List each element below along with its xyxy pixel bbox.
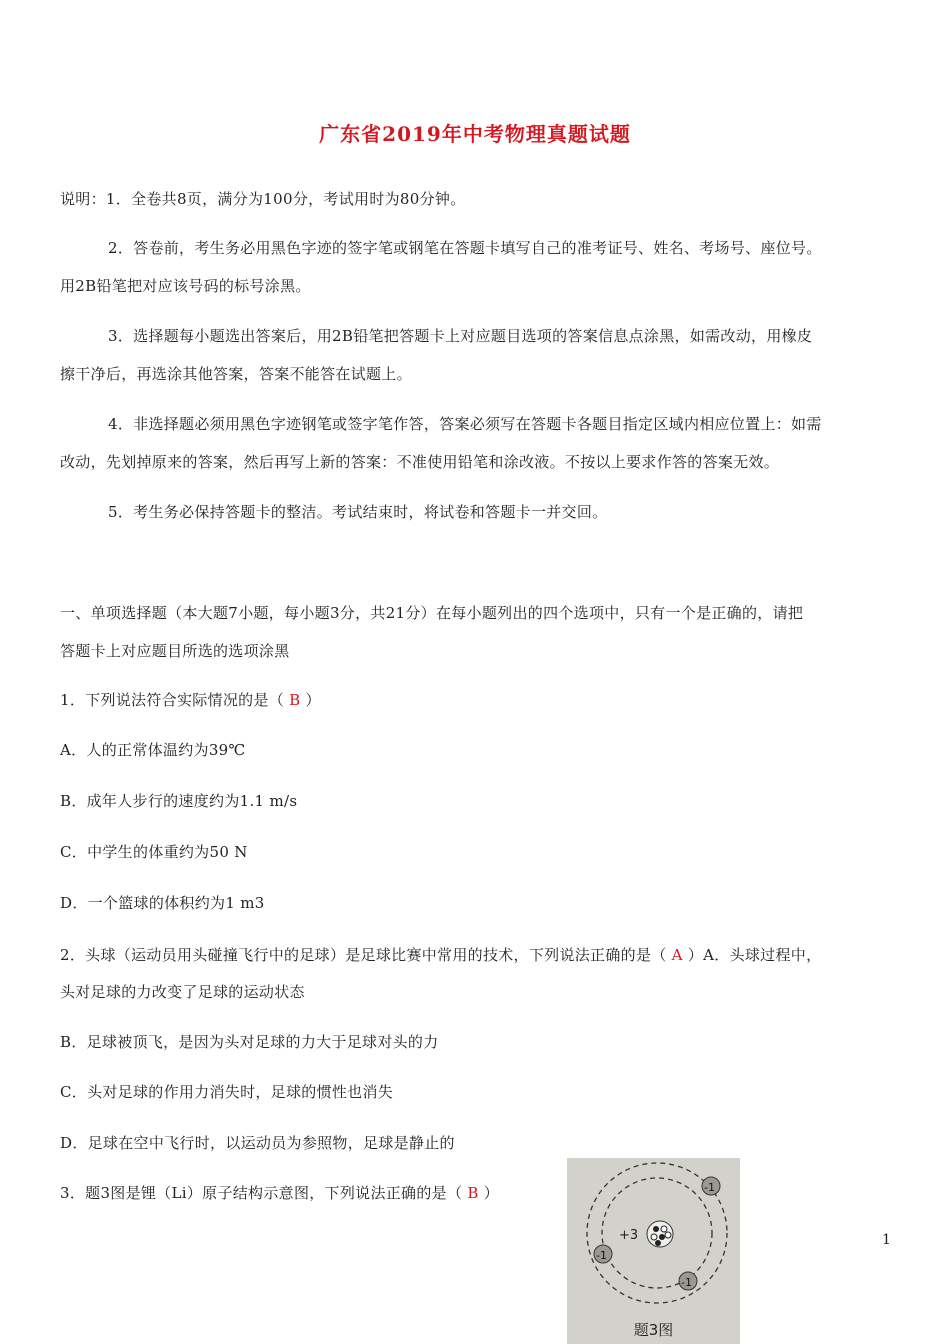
nucleon: [651, 1234, 657, 1240]
electron-3-label: -1: [681, 1276, 692, 1289]
q1-stem-pre: 1．下列说法符合实际情况的是（: [60, 691, 290, 709]
q2-option-b: B．足球被顶飞，是因为头对足球的力大于足球对头的力: [60, 1033, 439, 1051]
instruction-2b: 用2B铅笔把对应该号码的标号涂黑。: [60, 277, 311, 295]
section-heading-a: 一、单项选择题（本大题7小题，每小题3分，共21分）在每小题列出的四个选项中，只有一个是正确的，请把: [60, 604, 804, 622]
q1-option-b: B．成年人步行的速度约为1.1 m/s: [60, 792, 298, 810]
q3-stem-post: ）: [478, 1184, 500, 1202]
question-3-stem: [60, 1183, 499, 1203]
q1-stem-post: ）: [300, 691, 321, 709]
section-heading-b: 答题卡上对应题目所选的选项涂黑: [60, 642, 290, 660]
figure-caption: 题3图: [633, 1321, 674, 1339]
q1-option-d: D．一个篮球的体积约为1 m3: [60, 894, 265, 912]
nucleon: [661, 1226, 667, 1232]
instruction-4a: 4．非选择题必须用黑色字迹钢笔或签字笔作答，答案必须写在答题卡各题目指定区域内相应位置上：如需: [108, 415, 822, 433]
instruction-4b: 改动，先划掉原来的答案，然后再写上新的答案：不准使用铅笔和涂改液。不按以上要求作答的答案无效。: [60, 453, 780, 471]
q2-stem-pre: 2．头球（运动员用头碰撞飞行中的足球）是足球比赛中常用的技术，下列说法正确的是（: [60, 946, 672, 964]
atom-diagram: [567, 1158, 740, 1344]
nucleon: [655, 1240, 661, 1246]
instruction-2a: 2．答卷前，考生务必用黑色字迹的签字笔或钢笔在答题卡填写自己的准考证号、姓名、考场号、座位号。: [108, 239, 822, 257]
nucleon: [653, 1226, 659, 1232]
page-number: 1: [882, 1232, 891, 1248]
instruction-5: 5．考生务必保持答题卡的整洁。考试结束时，将试卷和答题卡一并交回。: [108, 503, 608, 521]
q2-option-d: D．足球在空中飞行时，以运动员为参照物，足球是静止的: [60, 1134, 455, 1152]
instruction-1: 说明：1．全卷共8页，满分为100分，考试用时为80分钟。: [60, 190, 466, 208]
instruction-3a: 3．选择题每小题选出答案后，用2B铅笔把答题卡上对应题目选项的答案信息点涂黑，如需改动，用橡皮: [108, 327, 813, 345]
q1-option-c: C．中学生的体重约为50 N: [60, 843, 248, 861]
q2-answer: A: [671, 946, 683, 964]
question-2-stem: [60, 945, 892, 965]
electron-2-label: -1: [596, 1249, 607, 1262]
q3-stem-pre: 3．题3图是锂（Li）原子结构示意图，下列说法正确的是（: [60, 1184, 468, 1202]
question-1-stem: [60, 690, 892, 710]
instruction-3b: 擦干净后，再选涂其他答案，答案不能答在试题上。: [60, 365, 412, 383]
q1-answer: B: [289, 691, 301, 709]
q2-stem-b: 头对足球的力改变了足球的运动状态: [60, 983, 305, 1001]
nucleus-label: +3: [619, 1228, 639, 1243]
q1-option-a: A．人的正常体温约为39℃: [60, 741, 246, 759]
page-title: 广东省2019年中考物理真题试题: [319, 122, 631, 146]
q3-answer: B: [467, 1184, 479, 1202]
q2-option-c: C．头对足球的作用力消失时，足球的惯性也消失: [60, 1083, 394, 1101]
lithium-atom-figure: [567, 1158, 740, 1344]
electron-1-label: -1: [704, 1181, 715, 1194]
nucleon: [659, 1234, 665, 1240]
nucleon: [665, 1232, 671, 1238]
q2-stem-post: ）A．头球过程中，: [682, 946, 822, 964]
